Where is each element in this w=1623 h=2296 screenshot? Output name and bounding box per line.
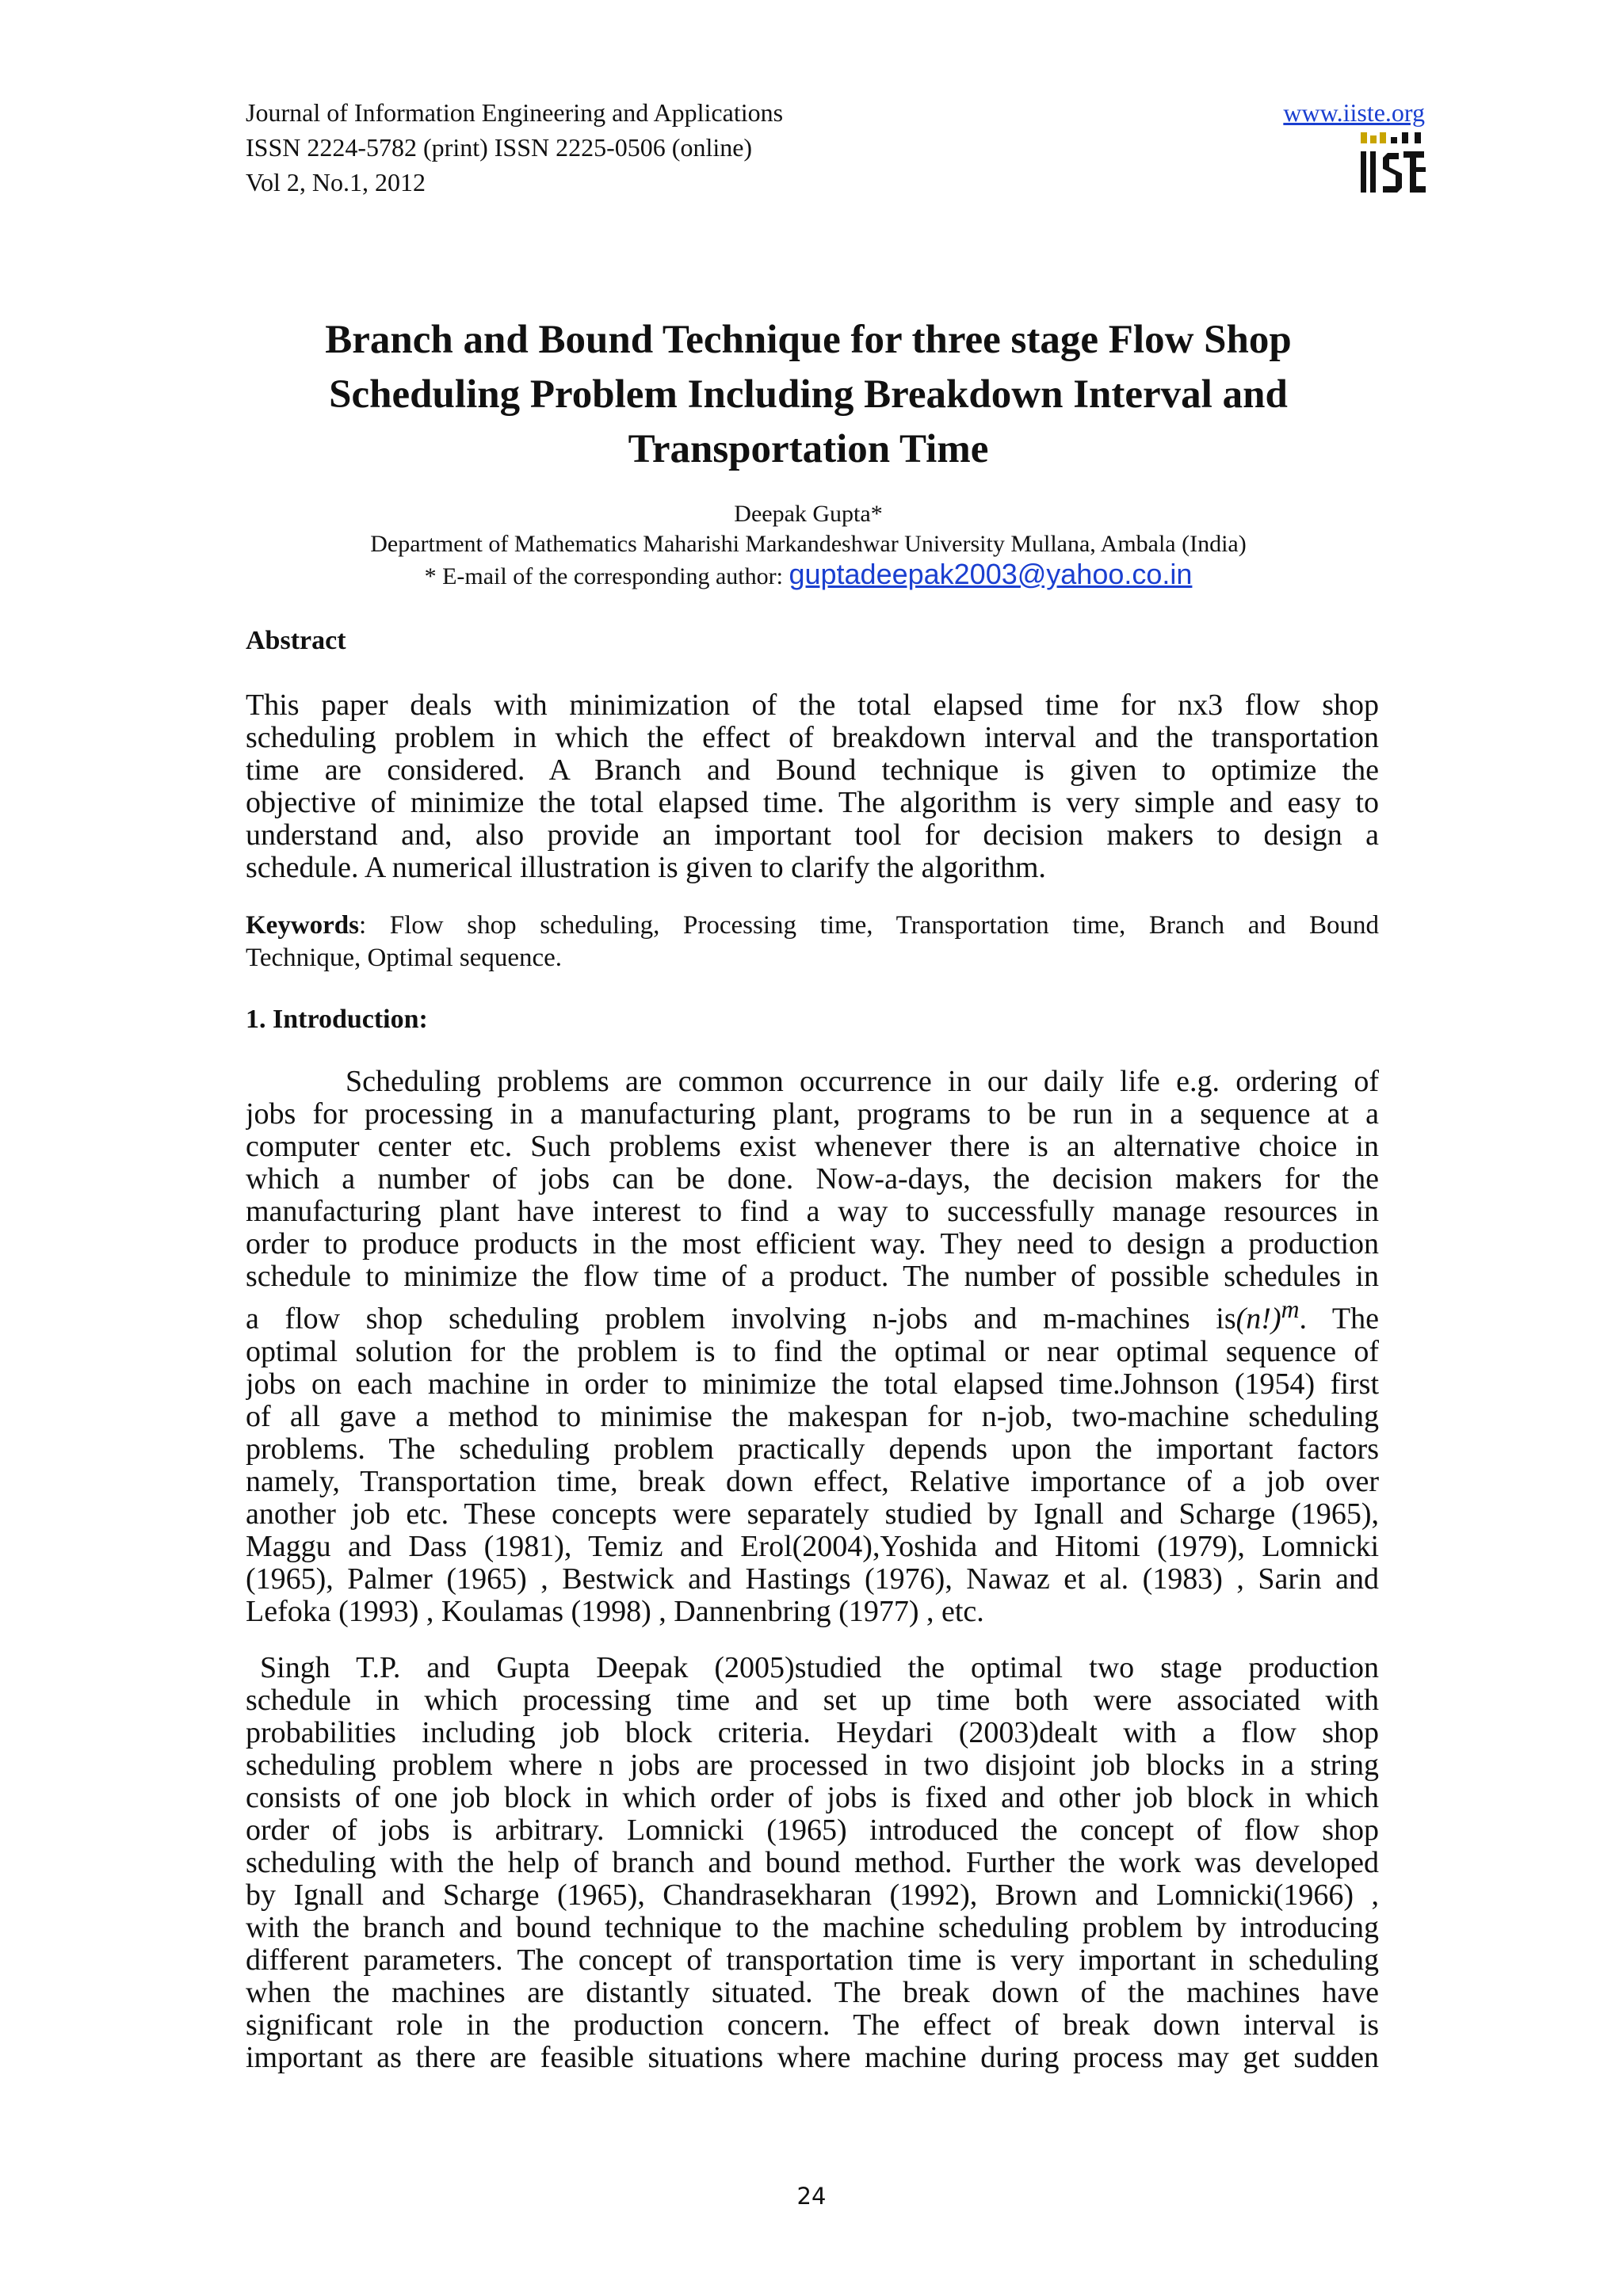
paragraph-line-formula (246, 1293, 1379, 1336)
paragraph-line: optimal solution for the problem is to find the optimal or near optimal sequence of (246, 1335, 1379, 1368)
title-line: Branch and Bound Technique for three stage Flow Shop (325, 318, 1292, 362)
paragraph-line: order of jobs is arbitrary. Lomnicki (1965) introduced the concept of flow shop (246, 1814, 1379, 1847)
paragraph-line: scheduling with the help of branch and bound method. Further the work was developed (246, 1847, 1379, 1879)
keywords-block (246, 910, 1379, 974)
abstract-line: scheduling problem in which the effect of breakdown interval and the transportation (246, 722, 1379, 754)
abstract-body (246, 689, 1379, 884)
title-line: Transportation Time (628, 427, 989, 471)
abstract-line: objective of minimize the total elapsed time. The algorithm is very simple and easy to (246, 787, 1379, 819)
paper-title (238, 313, 1379, 477)
formula-trail-text: . The (1299, 1302, 1379, 1336)
title-line: Scheduling Problem Including Breakdown Interval and (329, 372, 1288, 417)
paragraph-line: Lefoka (1993) , Koulamas (1998) , Dannenbring (1977) , etc. (246, 1595, 984, 1628)
formula-exponent: m (1281, 1295, 1300, 1323)
paragraph-line: manufacturing plant have interest to find a way to successfully manage resources in (246, 1196, 1379, 1228)
paragraph-line: important as there are feasible situations where machine during process may get sudden (246, 2042, 1379, 2074)
paragraph-line: when the machines are distantly situated. The break down of the machines have (246, 1977, 1379, 2009)
paragraph-line: (1965), Palmer (1965) , Bestwick and Hastings (1976), Nawaz et al. (1983) , Sarin and (246, 1562, 1379, 1596)
paragraph-line: consists of one job block in which order of jobs is fixed and other job block in which (246, 1782, 1379, 1814)
abstract-line: This paper deals with minimization of the total elapsed time for nx3 flow shop (246, 689, 1379, 722)
paragraph-line: of all gave a method to minimise the makespan for n-job, two-machine scheduling (246, 1400, 1379, 1433)
author-email-line (238, 559, 1379, 592)
author-name: Deepak Gupta* (734, 501, 883, 527)
paragraph-line: significant role in the production concern. The effect of break down interval is (246, 2009, 1379, 2042)
paragraph-line: by Ignall and Scharge (1965), Chandrasekharan (1992), Brown and Lomnicki(1966) , (246, 1879, 1379, 1912)
intro-paragraph-2 (246, 1652, 1379, 2074)
paragraph-line: schedule in which processing time and set up time both were associated with (246, 1684, 1379, 1717)
author-email-link[interactable]: guptadeepak2003@yahoo.co.in (789, 558, 1193, 590)
journal-volume: Vol 2, No.1, 2012 (246, 168, 426, 196)
formula-n-factorial: (n!) (1235, 1302, 1281, 1336)
keywords-label: Keywords (246, 911, 359, 940)
paragraph-line: Scheduling problems are common occurrence in our daily life e.g. ordering of (346, 1066, 1379, 1098)
formula-lead-text: a flow shop scheduling problem involving n-jobs and m-machines is (246, 1302, 1236, 1336)
abstract-line: understand and, also provide an important tool for decision makers to design a (246, 819, 1379, 852)
paragraph-line: Maggu and Dass (1981), Temiz and Erol(2004),Yoshida and Hitomi (1979), Lomnicki (246, 1530, 1379, 1563)
keywords-text: : Flow shop scheduling, Processing time, Transportation time, Branch and Bound (359, 911, 1379, 940)
section-heading-introduction: 1. Introduction: (246, 1005, 428, 1034)
journal-header (246, 95, 783, 200)
paragraph-line: problems. The scheduling problem practically depends upon the important factors (246, 1432, 1379, 1466)
journal-name: Journal of Information Engineering and Applications (246, 98, 784, 127)
journal-issn: ISSN 2224-5782 (print) ISSN 2225-0506 (online) (246, 133, 753, 162)
paragraph-line: namely, Transportation time, break down effect, Relative importance of a job over (246, 1465, 1379, 1498)
author-block (238, 499, 1379, 592)
keywords-line: Technique, Optimal sequence. (246, 944, 563, 972)
paragraph-line: schedule to minimize the flow time of a product. The number of possible schedules in (246, 1261, 1379, 1293)
keywords-line (246, 910, 1379, 942)
abstract-heading: Abstract (246, 626, 346, 655)
paragraph-line: jobs on each machine in order to minimize the total elapsed time.Johnson (1954) first (246, 1367, 1379, 1401)
iiste-logo-icon (1359, 131, 1427, 196)
intro-paragraph-1 (246, 1066, 1379, 1628)
paragraph-line: jobs for processing in a manufacturing plant, programs to be run in a sequence at a (246, 1098, 1379, 1131)
paragraph-line: Singh T.P. and Gupta Deepak (2005)studied the optimal two stage production (260, 1652, 1379, 1684)
author-affiliation: Department of Mathematics Maharishi Markandeshwar University Mullana, Ambala (India) (370, 531, 1247, 557)
paragraph-line: probabilities including job block criteria. Heydari (2003)dealt with a flow shop (246, 1717, 1379, 1749)
abstract-line: schedule. A numerical illustration is given to clarify the algorithm. (246, 852, 1046, 884)
paragraph-line: another job etc. These concepts were separately studied by Ignall and Scharge (1965), (246, 1497, 1379, 1531)
paragraph-line: scheduling problem where n jobs are processed in two disjoint job blocks in a string (246, 1749, 1379, 1782)
paragraph-line: different parameters. The concept of transportation time is very important in scheduling (246, 1944, 1379, 1977)
email-label: * E-mail of the corresponding author: (424, 563, 789, 589)
abstract-line: time are considered. A Branch and Bound technique is given to optimize the (246, 754, 1379, 787)
paragraph-line: computer center etc. Such problems exist whenever there is an alternative choice in (246, 1131, 1379, 1163)
paragraph-line: which a number of jobs can be done. Now-a-days, the decision makers for the (246, 1163, 1379, 1196)
journal-website-link[interactable]: www.iiste.org (1283, 98, 1425, 127)
paragraph-line: with the branch and bound technique to the machine scheduling problem by introducing (246, 1912, 1379, 1944)
paragraph-line: order to produce products in the most efficient way. They need to design a production (246, 1228, 1379, 1261)
page-number: 24 (796, 2183, 827, 2210)
